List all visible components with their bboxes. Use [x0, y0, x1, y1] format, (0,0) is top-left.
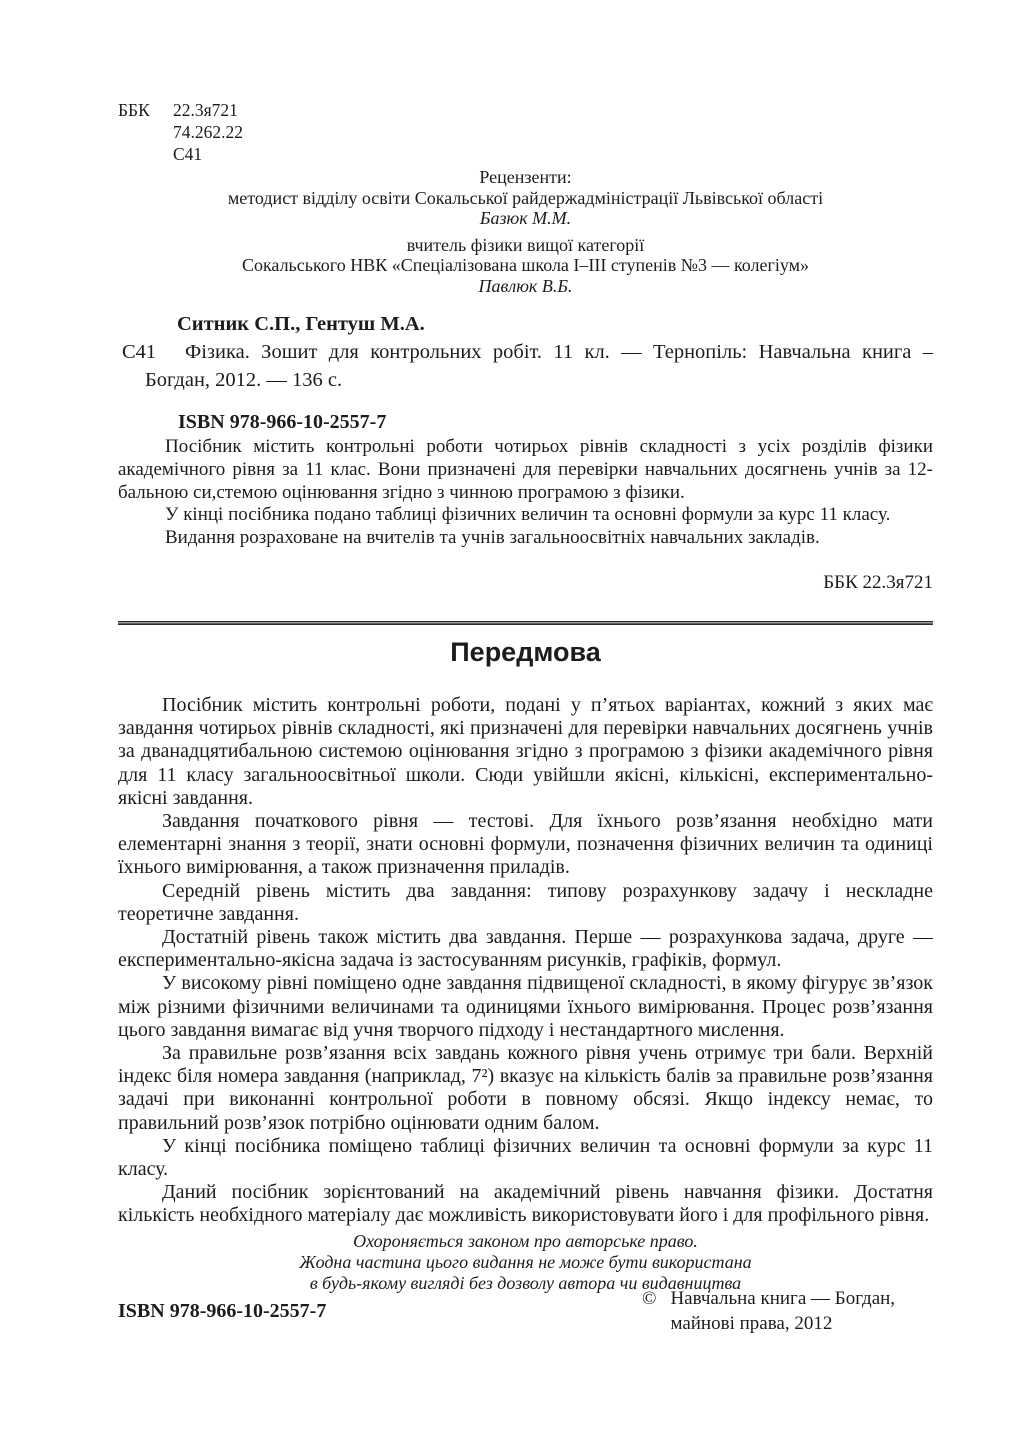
- preface-paragraph: Завдання початкового рівня — тестові. Для їхнього розв’язання необхідно мати елементарні знання з теорії, знати основні формули, позначення фізичних величин та одиниці їхнього вимірювання, а також призначення приладів.: [118, 810, 933, 879]
- preface-paragraph: Достатній рівень також містить два завдання. Перше — розрахункова задача, друге — експериментально-якісна задача із застосуванням рисунків, графіків, формул.: [118, 926, 933, 972]
- preface-paragraph: У високому рівні поміщено одне завдання підвищеної складності, в якому фігурує зв’язок між різними фізичними величинами та одиницями їхнього вимірювання. Процес розв’язання цього завдання вимагає від учня творчого підходу і нестандартного мислення.: [118, 972, 933, 1041]
- bibliographic-block: [118, 310, 933, 394]
- bbk-code: 74.262.22: [173, 122, 243, 142]
- bbk-right-line: ББК 22.3я721: [823, 572, 933, 593]
- annotation-paragraph: Видання розраховане на вчителів та учнів загальноосвітніх навчальних закладів.: [165, 527, 820, 549]
- bbk-label: ББК: [118, 100, 150, 120]
- preface-body: [118, 694, 933, 1239]
- reviewer-description: Сокальського НВК «Спеціалізована школа І–ІІІ ступенів №3 — колегіум»: [241, 255, 810, 275]
- copyright-holder-lines: [670, 1287, 895, 1336]
- copyright-notice-line: в будь-якому вигляді без дозволу автора чи видавництва: [309, 1272, 742, 1293]
- annotation-paragraph: Посібник містить контрольні роботи чотирьох рівнів складності з усіх розділів фізики академічного рівня за 11 клас. Вони призначені для перевірки навчальних досягнень учнів за 12-бальною си,стемою оцінювання згідно з чинною програмою з фізики.: [118, 436, 933, 503]
- copyright-holder-line: Навчальна книга — Богдан,: [670, 1288, 896, 1309]
- preface-paragraph: Даний посібник зорієнтований на академічний рівень навчання фізики. Достатня кількість необхідного матеріалу дає можливість використовувати його і для профільного рівня.: [118, 1181, 933, 1227]
- copyright-notice-line: Охороняється законом про авторське право.: [353, 1231, 698, 1251]
- preface-paragraph: Середній рівень містить два завдання: типову розрахункову задачу і нескладне теоретичне завдання.: [118, 879, 933, 925]
- bbk-classification-block: [118, 99, 243, 165]
- copyright-symbol: ©: [642, 1288, 657, 1309]
- reviewers-heading: Рецензенти:: [479, 167, 572, 187]
- bbk-code: 22.3я721: [173, 100, 238, 120]
- reviewer-name: Павлюк В.Б.: [478, 275, 573, 296]
- bbk-row: [118, 99, 243, 121]
- preface-paragraph: За правильне розв’язання всіх завдань кожного рівня учень отримує три бали. Верхній індекс біля номера завдання (наприклад, 7²) вказує на кількість балів за правильне розв’язання задачі при виконанні контрольної роботи в повному обсязі. Якщо індексу немає, то правильний розв’язок потрібно оцінювати одним балом.: [118, 1042, 933, 1134]
- reviewer-name: Базюк М.М.: [479, 208, 572, 228]
- copyright-holder-line: майнові права, 2012: [670, 1312, 833, 1334]
- section-divider-rule: [118, 621, 933, 625]
- reviewer-description: вчитель фізики вищої категорії: [406, 234, 645, 255]
- catalog-code: С41: [173, 144, 203, 164]
- bottom-isbn-line: ISBN 978-966-10-2557-7: [118, 1300, 327, 1322]
- reviewers-block: [118, 167, 933, 296]
- copyright-notice: [118, 1231, 933, 1293]
- preface-paragraph: У кінці посібника поміщено таблиці фізичних величин та основні формули за курс 11 класу.: [118, 1134, 933, 1181]
- annotation-paragraph: У кінці посібника подано таблиці фізичних величин та основні формули за курс 11 класу.: [165, 504, 891, 526]
- preface-title: Передмова: [450, 637, 601, 667]
- bbk-row: [118, 143, 243, 165]
- isbn-line: ISBN 978-966-10-2557-7: [178, 411, 387, 433]
- bbk-row: [118, 121, 243, 143]
- preface-paragraph: Посібник містить контрольні роботи, подані у п’ятьох варіантах, кожний з яких має завдання чотирьох рівнів складності, які призначені для перевірки навчальних досягнень учнів за дванадцятибальною системою оцінювання згідно з програмою з фізики академічного рівня для 11 класу загальноосвітньої школи. Сюди увійшли якісні, кількісні, експериментально-якісні завдання.: [118, 694, 933, 809]
- copyright-holder-block: [642, 1287, 895, 1336]
- authors-line: Ситник С.П., Гентуш М.А.: [177, 313, 425, 335]
- catalog-code-margin: С41: [122, 341, 157, 363]
- bibliographic-description: Фізика. Зошит для контрольних робіт. 11 кл. — Тернопіль: Навчальна книга – Богдан, 2012. — 136 с.: [145, 341, 933, 391]
- reviewer-description: методист відділу освіти Сокальської райдержадміністрації Львівської області: [227, 187, 824, 208]
- copyright-notice-line: Жодна частина цього видання не може бути використана: [299, 1251, 752, 1272]
- annotation-block: [118, 436, 933, 550]
